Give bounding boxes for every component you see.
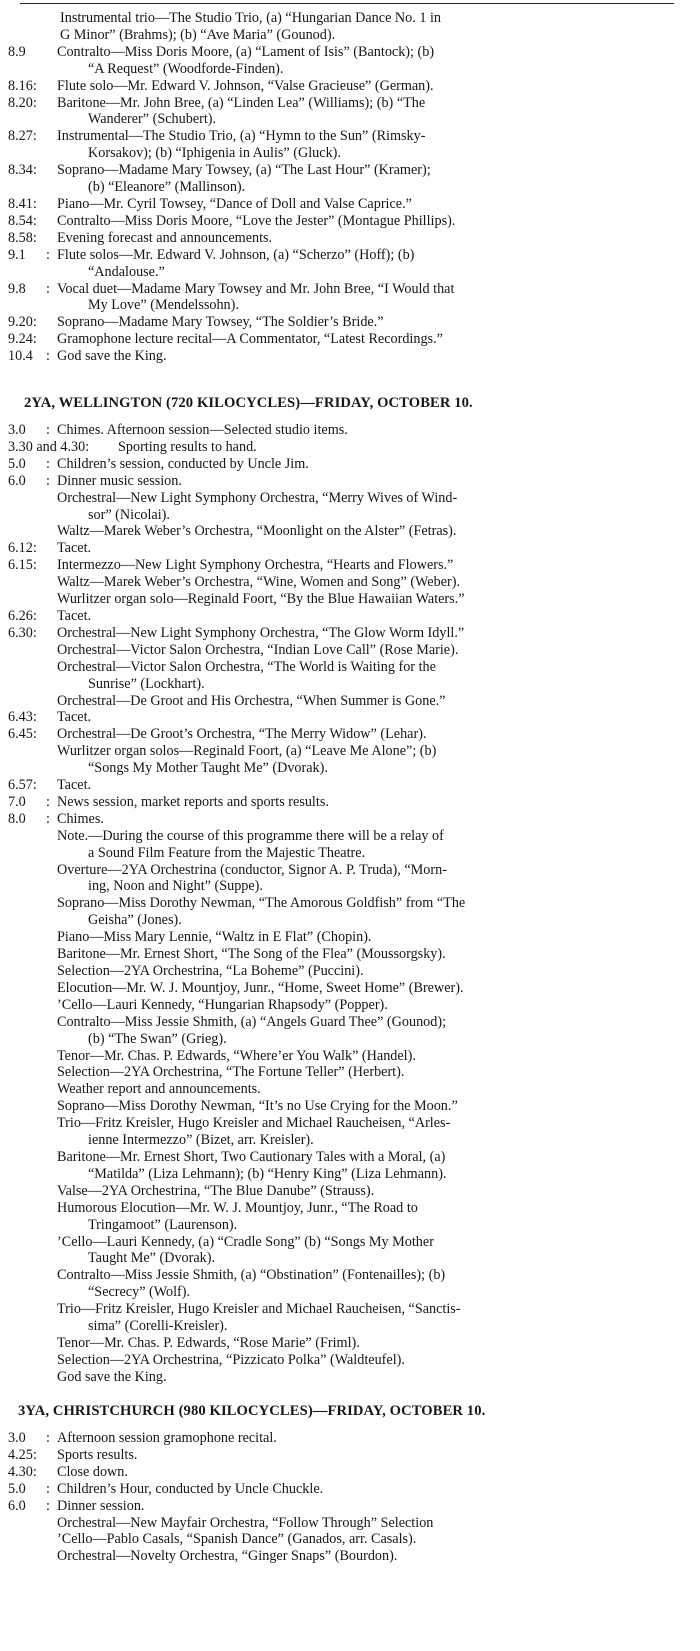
programme-item bbox=[0, 963, 700, 980]
programme-item bbox=[0, 1183, 700, 1200]
programme-item bbox=[0, 1430, 700, 1447]
christchurch-section bbox=[0, 1403, 700, 1420]
programme-item bbox=[0, 709, 700, 726]
item-text: Weather report and announcements. bbox=[57, 1081, 261, 1098]
item-text: Soprano—Madame Mary Towsey, (a) “The Last Hour” (Kramer); bbox=[57, 162, 431, 179]
programme-item bbox=[0, 162, 700, 196]
time-label: 6.43: bbox=[8, 709, 37, 726]
programme-item bbox=[0, 557, 700, 574]
item-text: Orchestral—Victor Salon Orchestra, “The World is Waiting for the bbox=[57, 658, 436, 675]
time-label: 9.1 bbox=[8, 246, 26, 263]
item-text-continued: ing, Noon and Night” (Suppe). bbox=[88, 878, 263, 895]
item-text: ’Cello—Lauri Kennedy, (a) “Cradle Song” (b) “Songs My Mother bbox=[57, 1233, 434, 1250]
time-label: 10.4 bbox=[8, 348, 33, 365]
time-label: 5.0 bbox=[8, 1480, 26, 1497]
item-text: Piano—Mr. Cyril Towsey, “Dance of Doll and Valse Caprice.” bbox=[57, 195, 412, 212]
item-text: Waltz—Marek Weber’s Orchestra, “Moonlight on the Alster” (Fetras). bbox=[57, 523, 457, 540]
programme-item bbox=[0, 439, 700, 456]
programme-item bbox=[0, 811, 700, 828]
programme-item bbox=[0, 1301, 700, 1335]
programme-item bbox=[0, 1014, 700, 1048]
item-text-continued: (b) “The Swan” (Grieg). bbox=[88, 1030, 227, 1047]
item-text-continued: “Secrecy” (Wolf). bbox=[88, 1284, 191, 1301]
item-text: Humorous Elocution—Mr. W. J. Mountjoy, Junr., “The Road to bbox=[57, 1199, 418, 1216]
time-label: 6.30: bbox=[8, 624, 37, 641]
programme-item bbox=[0, 1234, 700, 1268]
item-text: Chimes. bbox=[57, 810, 104, 827]
item-text: Tacet. bbox=[57, 709, 92, 726]
wellington-heading: 2YA, WELLINGTON (720 KILOCYCLES)—FRIDAY, OCTOBER 10. bbox=[24, 395, 473, 411]
item-text: Children’s session, conducted by Uncle Jim. bbox=[57, 455, 309, 472]
item-text: ’Cello—Lauri Kennedy, “Hungarian Rhapsody” (Popper). bbox=[57, 996, 388, 1013]
christchurch-body bbox=[0, 1430, 700, 1565]
programme-item bbox=[0, 1098, 700, 1115]
programme-item bbox=[0, 1352, 700, 1369]
programme-item bbox=[0, 540, 700, 557]
wellington-body bbox=[0, 422, 700, 1386]
time-colon: : bbox=[46, 1480, 50, 1497]
item-text: Gramophone lecture recital—A Commentator, “Latest Recordings.” bbox=[57, 331, 443, 348]
time-label: 9.20: bbox=[8, 314, 37, 331]
item-text: Soprano—Madame Mary Towsey, “The Soldier’s Bride.” bbox=[57, 314, 384, 331]
time-label: 6.12: bbox=[8, 540, 37, 557]
programme-item bbox=[0, 95, 700, 129]
time-label: 6.57: bbox=[8, 777, 37, 794]
programme-item bbox=[0, 997, 700, 1014]
item-text: Piano—Miss Mary Lennie, “Waltz in E Flat” (Chopin). bbox=[57, 929, 372, 946]
item-text: Trio—Fritz Kreisler, Hugo Kreisler and Michael Raucheisen, “Sanctis- bbox=[57, 1301, 461, 1318]
time-colon: : bbox=[46, 280, 50, 297]
programme-item bbox=[0, 281, 700, 315]
programme-item bbox=[0, 794, 700, 811]
programme-item bbox=[0, 422, 700, 439]
wellington-section bbox=[0, 395, 700, 412]
item-text: Tacet. bbox=[57, 607, 92, 624]
programme-item bbox=[0, 980, 700, 997]
programme-item bbox=[0, 1464, 700, 1481]
programme-item bbox=[0, 247, 700, 281]
programme-item bbox=[0, 1531, 700, 1548]
item-text-continued: sor” (Nicolai). bbox=[88, 506, 170, 523]
programme-item bbox=[0, 196, 700, 213]
time-label: 3.0 bbox=[8, 422, 26, 438]
item-text: Orchestral—New Light Symphony Orchestra, “The Glow Worm Idyll.” bbox=[57, 624, 465, 641]
programme-item bbox=[0, 1081, 700, 1098]
programme-item bbox=[0, 1267, 700, 1301]
programme-item bbox=[0, 929, 700, 946]
continuation-line: G Minor” (Brahms); (b) “Ave Maria” (Gounod). bbox=[60, 26, 336, 43]
item-text: Waltz—Marek Weber’s Orchestra, “Wine, Women and Song” (Weber). bbox=[57, 574, 460, 591]
time-label: 8.58: bbox=[8, 229, 37, 246]
item-text: Selection—2YA Orchestrina, “Pizzicato Polka” (Waldteufel). bbox=[57, 1351, 405, 1368]
programme-item bbox=[0, 608, 700, 625]
time-label: 7.0 bbox=[8, 793, 26, 810]
programme-item bbox=[0, 946, 700, 963]
programme-item bbox=[0, 1369, 700, 1386]
programme-item bbox=[0, 1498, 700, 1515]
item-text-continued: a Sound Film Feature from the Majestic Theatre. bbox=[88, 844, 366, 861]
programme-item bbox=[0, 1548, 700, 1565]
item-text: Contralto—Miss Jessie Shmith, (a) “Angels Guard Thee” (Gounod); bbox=[57, 1013, 447, 1030]
item-text-continued: “A Request” (Woodforde-Finden). bbox=[88, 60, 284, 77]
time-label: 6.45: bbox=[8, 726, 37, 743]
item-text: God save the King. bbox=[57, 1368, 167, 1385]
programme-item bbox=[0, 1335, 700, 1352]
programme-item bbox=[0, 574, 700, 591]
item-text: Trio—Fritz Kreisler, Hugo Kreisler and Michael Raucheisen, “Arles- bbox=[57, 1115, 451, 1132]
time-colon: : bbox=[46, 455, 50, 472]
programme-item bbox=[0, 642, 700, 659]
time-label: 6.0 bbox=[8, 472, 26, 489]
time-label: 4.30: bbox=[8, 1463, 37, 1480]
time-label: 8.34: bbox=[8, 162, 37, 179]
programme-item bbox=[0, 1048, 700, 1065]
item-text: Orchestral—Victor Salon Orchestra, “Indian Love Call” (Rose Marie). bbox=[57, 641, 459, 658]
programme-item bbox=[0, 523, 700, 540]
programme-item bbox=[0, 314, 700, 331]
item-text-continued: Korsakov); (b) “Iphigenia in Aulis” (Gluck). bbox=[88, 145, 341, 162]
item-text: Orchestral—New Light Symphony Orchestra, “Merry Wives of Wind- bbox=[57, 489, 458, 506]
programme-item bbox=[0, 348, 700, 365]
item-text: Close down. bbox=[57, 1463, 128, 1480]
programme-item bbox=[0, 1447, 700, 1464]
item-text: Dinner session. bbox=[57, 1497, 145, 1514]
time-label: 9.24: bbox=[8, 331, 37, 348]
time-label: 3.30 and 4.30: bbox=[8, 438, 90, 455]
item-text-continued: “Andalouse.” bbox=[88, 263, 165, 280]
programme-item bbox=[0, 1515, 700, 1532]
item-text: Note.—During the course of this programme there will be a relay of bbox=[57, 827, 444, 844]
time-label: 8.54: bbox=[8, 212, 37, 229]
item-text: Tacet. bbox=[57, 777, 92, 794]
time-label: 8.41: bbox=[8, 195, 37, 212]
item-text: Orchestral—New Mayfair Orchestra, “Follow Through” Selection bbox=[57, 1514, 434, 1531]
item-text: Flute solos—Mr. Edward V. Johnson, (a) “Scherzo” (Hoff); (b) bbox=[57, 246, 415, 263]
programme-item bbox=[0, 1481, 700, 1498]
time-colon: : bbox=[46, 1497, 50, 1514]
programme-item bbox=[0, 726, 700, 743]
time-label: 5.0 bbox=[8, 455, 26, 472]
programme-item bbox=[0, 230, 700, 247]
item-text: Dinner music session. bbox=[57, 472, 182, 489]
time-colon: : bbox=[46, 422, 50, 438]
programme-item bbox=[0, 743, 700, 777]
item-text: Instrumental—The Studio Trio, (a) “Hymn to the Sun” (Rimsky- bbox=[57, 128, 426, 145]
christchurch-entries bbox=[0, 1430, 700, 1565]
programme-item bbox=[0, 473, 700, 490]
item-text: Tenor—Mr. Chas. P. Edwards, “Rose Marie” (Friml). bbox=[57, 1334, 360, 1351]
item-text: Contralto—Miss Jessie Shmith, (a) “Obstination” (Fontenailles); (b) bbox=[57, 1267, 446, 1284]
item-text: Intermezzo—New Light Symphony Orchestra, “Hearts and Flowers.” bbox=[57, 557, 454, 574]
time-label: 6.26: bbox=[8, 607, 37, 624]
programme-item bbox=[0, 828, 700, 862]
item-text: Wurlitzer organ solos—Reginald Foort, (a) “Leave Me Alone”; (b) bbox=[57, 743, 437, 760]
time-label: 4.25: bbox=[8, 1446, 37, 1463]
item-text-continued: “Songs My Mother Taught Me” (Dvorak). bbox=[88, 760, 328, 777]
item-text: Overture—2YA Orchestrina (conductor, Signor A. P. Truda), “Morn- bbox=[57, 861, 447, 878]
continuation-line: Instrumental trio—The Studio Trio, (a) “Hungarian Dance No. 1 in bbox=[60, 10, 442, 26]
programme-item bbox=[0, 693, 700, 710]
item-text: Elocution—Mr. W. J. Mountjoy, Junr., “Home, Sweet Home” (Brewer). bbox=[57, 979, 464, 996]
time-label: 8.0 bbox=[8, 810, 26, 827]
item-text: Baritone—Mr. Ernest Short, “The Song of the Flea” (Moussorgsky). bbox=[57, 946, 446, 963]
item-text: Contralto—Miss Doris Moore, “Love the Jester” (Montague Phillips). bbox=[57, 212, 456, 229]
item-text: Baritone—Mr. Ernest Short, Two Cautionary Tales with a Moral, (a) bbox=[57, 1148, 446, 1165]
time-colon: : bbox=[46, 348, 50, 365]
item-text: ’Cello—Pablo Casals, “Spanish Dance” (Ganados, arr. Casals). bbox=[57, 1531, 417, 1548]
item-text: Baritone—Mr. John Bree, (a) “Linden Lea” (Williams); (b) “The bbox=[57, 94, 426, 111]
programme-item bbox=[0, 777, 700, 794]
programme-item bbox=[0, 1149, 700, 1183]
continuation-intro bbox=[0, 10, 700, 44]
item-text: Selection—2YA Orchestrina, “The Fortune Teller” (Herbert). bbox=[57, 1064, 405, 1081]
continuation-section bbox=[0, 10, 700, 365]
time-colon: : bbox=[46, 472, 50, 489]
item-text-continued: My Love” (Mendelssohn). bbox=[88, 297, 239, 314]
item-text: Chimes. Afternoon session—Selected studio items. bbox=[57, 422, 348, 438]
item-text-continued: Taught Me” (Dvorak). bbox=[88, 1250, 216, 1267]
item-text: God save the King. bbox=[57, 348, 167, 365]
time-label: 3.0 bbox=[8, 1430, 26, 1446]
item-text: Orchestral—De Groot’s Orchestra, “The Merry Widow” (Lehar). bbox=[57, 726, 427, 743]
item-text: Contralto—Miss Doris Moore, (a) “Lament of Isis” (Bantock); (b) bbox=[57, 43, 435, 60]
item-text: Evening forecast and announcements. bbox=[57, 229, 273, 246]
item-text: Sporting results to hand. bbox=[118, 438, 257, 455]
item-text: News session, market reports and sports results. bbox=[57, 793, 329, 810]
programme-item bbox=[0, 213, 700, 230]
time-label: 8.16: bbox=[8, 77, 37, 94]
christchurch-heading: 3YA, CHRISTCHURCH (980 KILOCYCLES)—FRIDAY, OCTOBER 10. bbox=[18, 1403, 486, 1419]
item-text: Valse—2YA Orchestrina, “The Blue Danube” (Strauss). bbox=[57, 1182, 375, 1199]
item-text: Wurlitzer organ solo—Reginald Foort, “By the Blue Hawaiian Waters.” bbox=[57, 591, 465, 608]
programme-item bbox=[0, 659, 700, 693]
time-colon: : bbox=[46, 793, 50, 810]
item-text-continued: ienne Intermezzo” (Bizet, arr. Kreisler). bbox=[88, 1132, 314, 1149]
item-text-continued: (b) “Eleanore” (Mallinson). bbox=[88, 179, 246, 196]
item-text-continued: sima” (Corelli-Kreisler). bbox=[88, 1318, 228, 1335]
time-colon: : bbox=[46, 1430, 50, 1446]
programme-item bbox=[0, 1115, 700, 1149]
time-label: 6.15: bbox=[8, 557, 37, 574]
time-colon: : bbox=[46, 810, 50, 827]
item-text: Soprano—Miss Dorothy Newman, “The Amorous Goldfish” from “The bbox=[57, 895, 466, 912]
item-text: Vocal duet—Madame Mary Towsey and Mr. John Bree, “I Would that bbox=[57, 280, 455, 297]
time-label: 6.0 bbox=[8, 1497, 26, 1514]
item-text: Tenor—Mr. Chas. P. Edwards, “Where’er You Walk” (Handel). bbox=[57, 1047, 416, 1064]
item-text-continued: Sunrise” (Lockhart). bbox=[88, 675, 205, 692]
programme-item bbox=[0, 331, 700, 348]
item-text: Flute solo—Mr. Edward V. Johnson, “Valse Gracieuse” (German). bbox=[57, 77, 434, 94]
item-text: Children’s Hour, conducted by Uncle Chuckle. bbox=[57, 1480, 324, 1497]
programme-item bbox=[0, 591, 700, 608]
programme-item bbox=[0, 490, 700, 524]
programme-item bbox=[0, 862, 700, 896]
programme-item bbox=[0, 895, 700, 929]
time-colon: : bbox=[46, 246, 50, 263]
item-text: Orchestral—De Groot and His Orchestra, “When Summer is Gone.” bbox=[57, 692, 446, 709]
item-text: Soprano—Miss Dorothy Newman, “It’s no Use Crying for the Moon.” bbox=[57, 1098, 458, 1115]
time-label: 8.9 bbox=[8, 43, 26, 60]
programme-item bbox=[0, 1200, 700, 1234]
wellington-entries bbox=[0, 422, 700, 1386]
item-text: Sports results. bbox=[57, 1446, 138, 1463]
continuation-entries bbox=[0, 44, 700, 365]
item-text-continued: Geisha” (Jones). bbox=[88, 912, 182, 929]
time-label: 9.8 bbox=[8, 280, 26, 297]
programme-item bbox=[0, 456, 700, 473]
item-text: Selection—2YA Orchestrina, “La Boheme” (Puccini). bbox=[57, 963, 364, 979]
item-text-continued: “Matilda” (Liza Lehmann); (b) “Henry King” (Liza Lehmann). bbox=[88, 1165, 447, 1182]
time-label: 8.20: bbox=[8, 94, 37, 111]
item-text-continued: Wanderer” (Schubert). bbox=[88, 111, 217, 128]
programme-item bbox=[0, 128, 700, 162]
item-text: Tacet. bbox=[57, 540, 92, 557]
programme-item bbox=[0, 625, 700, 642]
programme-item bbox=[0, 44, 700, 78]
time-label: 8.27: bbox=[8, 128, 37, 145]
programme-item bbox=[0, 78, 700, 95]
programme-item bbox=[0, 1064, 700, 1081]
top-rule bbox=[20, 3, 674, 4]
item-text: Orchestral—Novelty Orchestra, “Ginger Snaps” (Bourdon). bbox=[57, 1548, 398, 1565]
item-text: Afternoon session gramophone recital. bbox=[57, 1430, 277, 1446]
item-text-continued: Tringamoot” (Laurenson). bbox=[88, 1216, 238, 1233]
